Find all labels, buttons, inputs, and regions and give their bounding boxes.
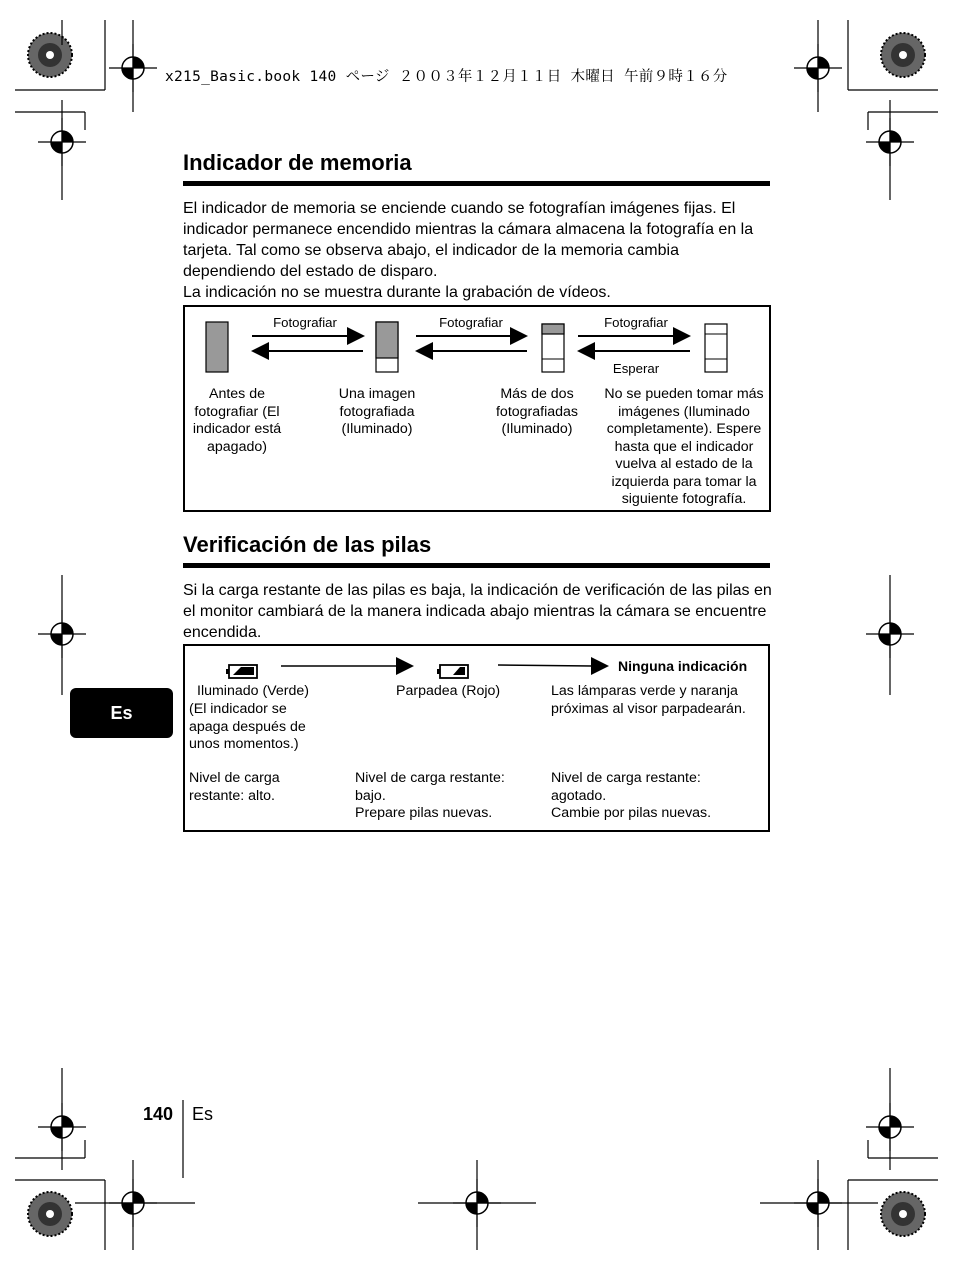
arrow-right xyxy=(281,657,414,675)
col3-advice: Cambie por pilas nuevas. xyxy=(551,805,712,821)
page-number: 140 xyxy=(143,1104,174,1124)
state-multiple-images: Más de dos fotografiadas (Iluminado) xyxy=(495,386,579,437)
state-one-image: Una imagen fotografiada (Iluminado) xyxy=(338,386,416,437)
indicator-full xyxy=(705,324,727,372)
section-title-memory: Indicador de memoria xyxy=(183,150,412,175)
col2-level: Nivel de carga restante: bajo. xyxy=(355,770,505,804)
memory-diagram xyxy=(183,305,771,512)
label-shoot-2: Fotografiar xyxy=(439,315,503,330)
state-before: Antes de fotografiar (El indicador está apagado) xyxy=(192,386,282,455)
indicator-one-image xyxy=(376,322,398,372)
arrow-shoot-1 xyxy=(251,327,365,360)
battery-paragraph: Si la carga restante de las pilas es baja, la indicación de verificación de las pilas en el monitor cambiará de la manera indicada abajo mientras la cámara se encuentre encendida. xyxy=(183,582,772,641)
label-wait: Esperar xyxy=(612,361,660,376)
col1-note: (El indicador se apaga después de unos momentos.) xyxy=(189,701,306,752)
memory-paragraph: El indicador de memoria se enciende cuando se fotografían imágenes fijas. El indicador permanece encendido mientras la cámara almacena la fotografía en la tarjeta. Tal como se observa abajo, el indicador de la memoria cambia dependiendo del estado de disparo. xyxy=(183,200,754,280)
col1-state: Iluminado (Verde) xyxy=(197,683,309,699)
memory-note: La indicación no se muestra durante la grabación de vídeos. xyxy=(183,284,611,301)
label-shoot-1: Fotografiar xyxy=(273,315,337,330)
battery-full-icon xyxy=(226,665,257,678)
arrow-right xyxy=(498,657,609,675)
label-shoot-3: Fotografiar xyxy=(604,315,668,330)
footer-lang: Es xyxy=(192,1104,214,1124)
arrow-shoot-3 xyxy=(577,327,691,360)
language-tab-label: Es xyxy=(110,702,133,723)
title-rule xyxy=(183,563,770,568)
col2-advice: Prepare pilas nuevas. xyxy=(355,805,493,821)
battery-low-icon xyxy=(437,665,468,678)
battery-diagram xyxy=(183,644,770,832)
print-header: x215_Basic.book 140 ページ ２００３年１２月１１日 木曜日 午前９時１６分 xyxy=(165,69,728,85)
col3-level: Nivel de carga restante: agotado. xyxy=(551,770,701,804)
title-rule xyxy=(183,181,770,186)
col3-state: Las lámparas verde y naranja próximas al visor parpadearán. xyxy=(551,683,746,717)
state-full: No se pueden tomar más imágenes (Iluminado completamente). Espere hasta que el indicador vuelva al estado de la izquierda para tomar la siguiente fotografía. xyxy=(604,386,764,507)
arrow-shoot-2 xyxy=(415,327,528,360)
no-indication-label: Ninguna indicación xyxy=(618,658,748,674)
language-tab xyxy=(70,688,173,738)
indicator-off xyxy=(206,322,228,372)
col2-state: Parpadea (Rojo) xyxy=(396,683,501,699)
col1-level: Nivel de carga restante: alto. xyxy=(189,770,280,804)
section-title-battery: Verificación de las pilas xyxy=(183,532,432,557)
indicator-multiple-images xyxy=(542,324,564,372)
